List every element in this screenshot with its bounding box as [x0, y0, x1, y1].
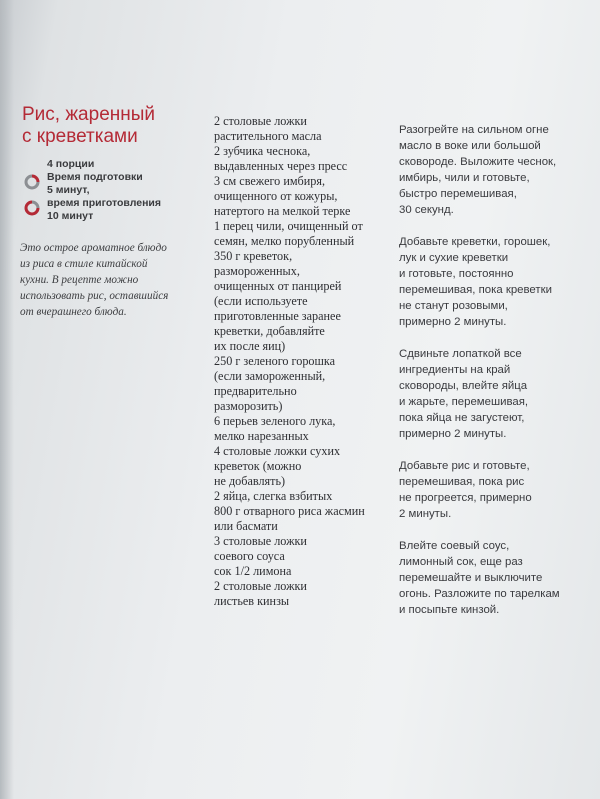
step-line: Добавьте рис и готовьте, — [399, 460, 530, 472]
ingredient-line: семян, мелко порубленный — [214, 234, 355, 248]
step-line: масло в воке или большой — [399, 140, 541, 152]
ingredient-line: разморозить) — [214, 399, 283, 413]
step-line: перемешайте и выключите — [399, 572, 543, 584]
step-line: Влейте соевый соус, — [399, 540, 510, 552]
ingredient-line: сок 1/2 лимона — [214, 564, 292, 578]
ingredient-line: 2 зубчика чеснока, — [214, 144, 311, 158]
step-line: не прогреется, примерно — [399, 492, 532, 504]
ingredient-line: (если замороженный, — [214, 369, 326, 383]
step-line: и посыпьте кинзой. — [399, 604, 500, 616]
step-line: Добавьте креветки, горошек, — [399, 236, 551, 248]
step-line: лук и сухие креветки — [399, 252, 509, 264]
step-line: 2 минуты. — [399, 508, 452, 520]
method-step — [399, 346, 560, 442]
step-line: имбирь, чили и готовьте, — [399, 172, 530, 184]
ingredient-line: креветок (можно — [214, 459, 302, 473]
method-step — [399, 122, 560, 218]
recipe-meta — [22, 158, 161, 223]
step-line: и жарьте, перемешивая, — [399, 396, 529, 408]
method-step — [399, 234, 560, 330]
ingredient-line: 250 г зеленого горошка — [214, 354, 336, 368]
ingredient-line: натертого на мелкой терке — [214, 204, 351, 218]
intro-line: кухни. В рецепте можно — [20, 274, 139, 286]
recipe-intro — [20, 240, 200, 320]
prep-time-row — [22, 171, 161, 197]
ingredient-line: не добавлять) — [214, 474, 286, 488]
cook-time-row — [22, 197, 161, 223]
intro-line: от вчерашнего блюда. — [20, 306, 127, 318]
step-line: перемешивая, пока креветки — [399, 284, 552, 296]
step-line: сковороды, влейте яйца — [399, 380, 528, 392]
cook-time-label: время приготовления — [47, 197, 162, 209]
ingredient-line: 800 г отварного риса жасмин — [214, 504, 365, 518]
step-line: Сдвиньте лопаткой все — [399, 348, 522, 360]
ingredient-line: 2 яйца, слегка взбитых — [214, 489, 333, 503]
ingredient-line: 3 см свежего имбиря, — [214, 174, 326, 188]
ingredient-line: размороженных, — [214, 264, 300, 278]
ingredient-line: очищенных от панцирей — [214, 279, 342, 293]
ingredient-line: креветки, добавляйте — [214, 324, 325, 338]
method-step — [399, 538, 560, 618]
step-line: не станут розовыми, — [399, 300, 508, 312]
cook-time-icon — [24, 200, 40, 216]
step-line: ингредиенты на край — [399, 364, 511, 376]
cook-time-value: 10 минут — [47, 210, 94, 222]
ingredient-line: приготовленные заранее — [214, 309, 341, 323]
recipe-title — [22, 104, 155, 148]
ingredient-line: 1 перец чили, очищенный от — [214, 219, 363, 233]
prep-time-value: 5 минут, — [47, 184, 90, 196]
ingredient-line: соевого соуса — [214, 549, 285, 563]
intro-line: использовать рис, оставшийся — [20, 290, 169, 302]
ingredient-line: 3 столовые ложки — [214, 534, 307, 548]
step-line: 30 секунд. — [399, 204, 454, 216]
step-line: огонь. Разложите по тарелкам — [399, 588, 560, 600]
step-line: примерно 2 минуты. — [399, 316, 507, 328]
ingredient-line: предварительно — [214, 384, 297, 398]
prep-time-label: Время подготовки — [47, 171, 143, 183]
ingredient-line: растительного масла — [214, 129, 322, 143]
step-line: перемешивая, пока рис — [399, 476, 525, 488]
portions-row — [22, 158, 161, 171]
step-line: Разогрейте на сильном огне — [399, 124, 549, 136]
intro-line: Это острое ароматное блюдо — [20, 242, 167, 254]
step-line: примерно 2 минуты. — [399, 428, 507, 440]
ingredient-line: их после яиц) — [214, 339, 286, 353]
ingredient-line: 350 г креветок, — [214, 249, 293, 263]
portions-text: 4 порции — [47, 158, 95, 170]
step-line: пока яйца не загустеют, — [399, 412, 525, 424]
ingredient-line: листьев кинзы — [214, 594, 290, 608]
ingredient-line: (если используете — [214, 294, 308, 308]
page-fold-shadow — [0, 0, 14, 799]
step-line: сковороде. Выложите чеснок, — [399, 156, 557, 168]
ingredients-list — [214, 114, 365, 609]
ingredient-line: 6 перьев зеленого лука, — [214, 414, 336, 428]
recipe-title-line: Рис, жаренный — [22, 104, 156, 125]
intro-line: из риса в стиле китайской — [20, 258, 148, 270]
ingredient-line: или басмати — [214, 519, 278, 533]
method-steps — [399, 122, 560, 634]
method-step — [399, 458, 560, 522]
ingredient-line: 2 столовые ложки — [214, 579, 307, 593]
ingredient-line: выдавленных через пресс — [214, 159, 348, 173]
prep-time-icon — [24, 174, 40, 190]
ingredient-line: очищенного от кожуры, — [214, 189, 338, 203]
recipe-title-line: с креветками — [22, 126, 138, 147]
ingredient-line: 2 столовые ложки — [214, 114, 307, 128]
ingredient-line: мелко нарезанных — [214, 429, 309, 443]
step-line: и готовьте, постоянно — [399, 268, 514, 280]
ingredient-line: 4 столовые ложки сухих — [214, 444, 341, 458]
step-line: быстро перемешивая, — [399, 188, 517, 200]
step-line: лимонный сок, еще раз — [399, 556, 523, 568]
